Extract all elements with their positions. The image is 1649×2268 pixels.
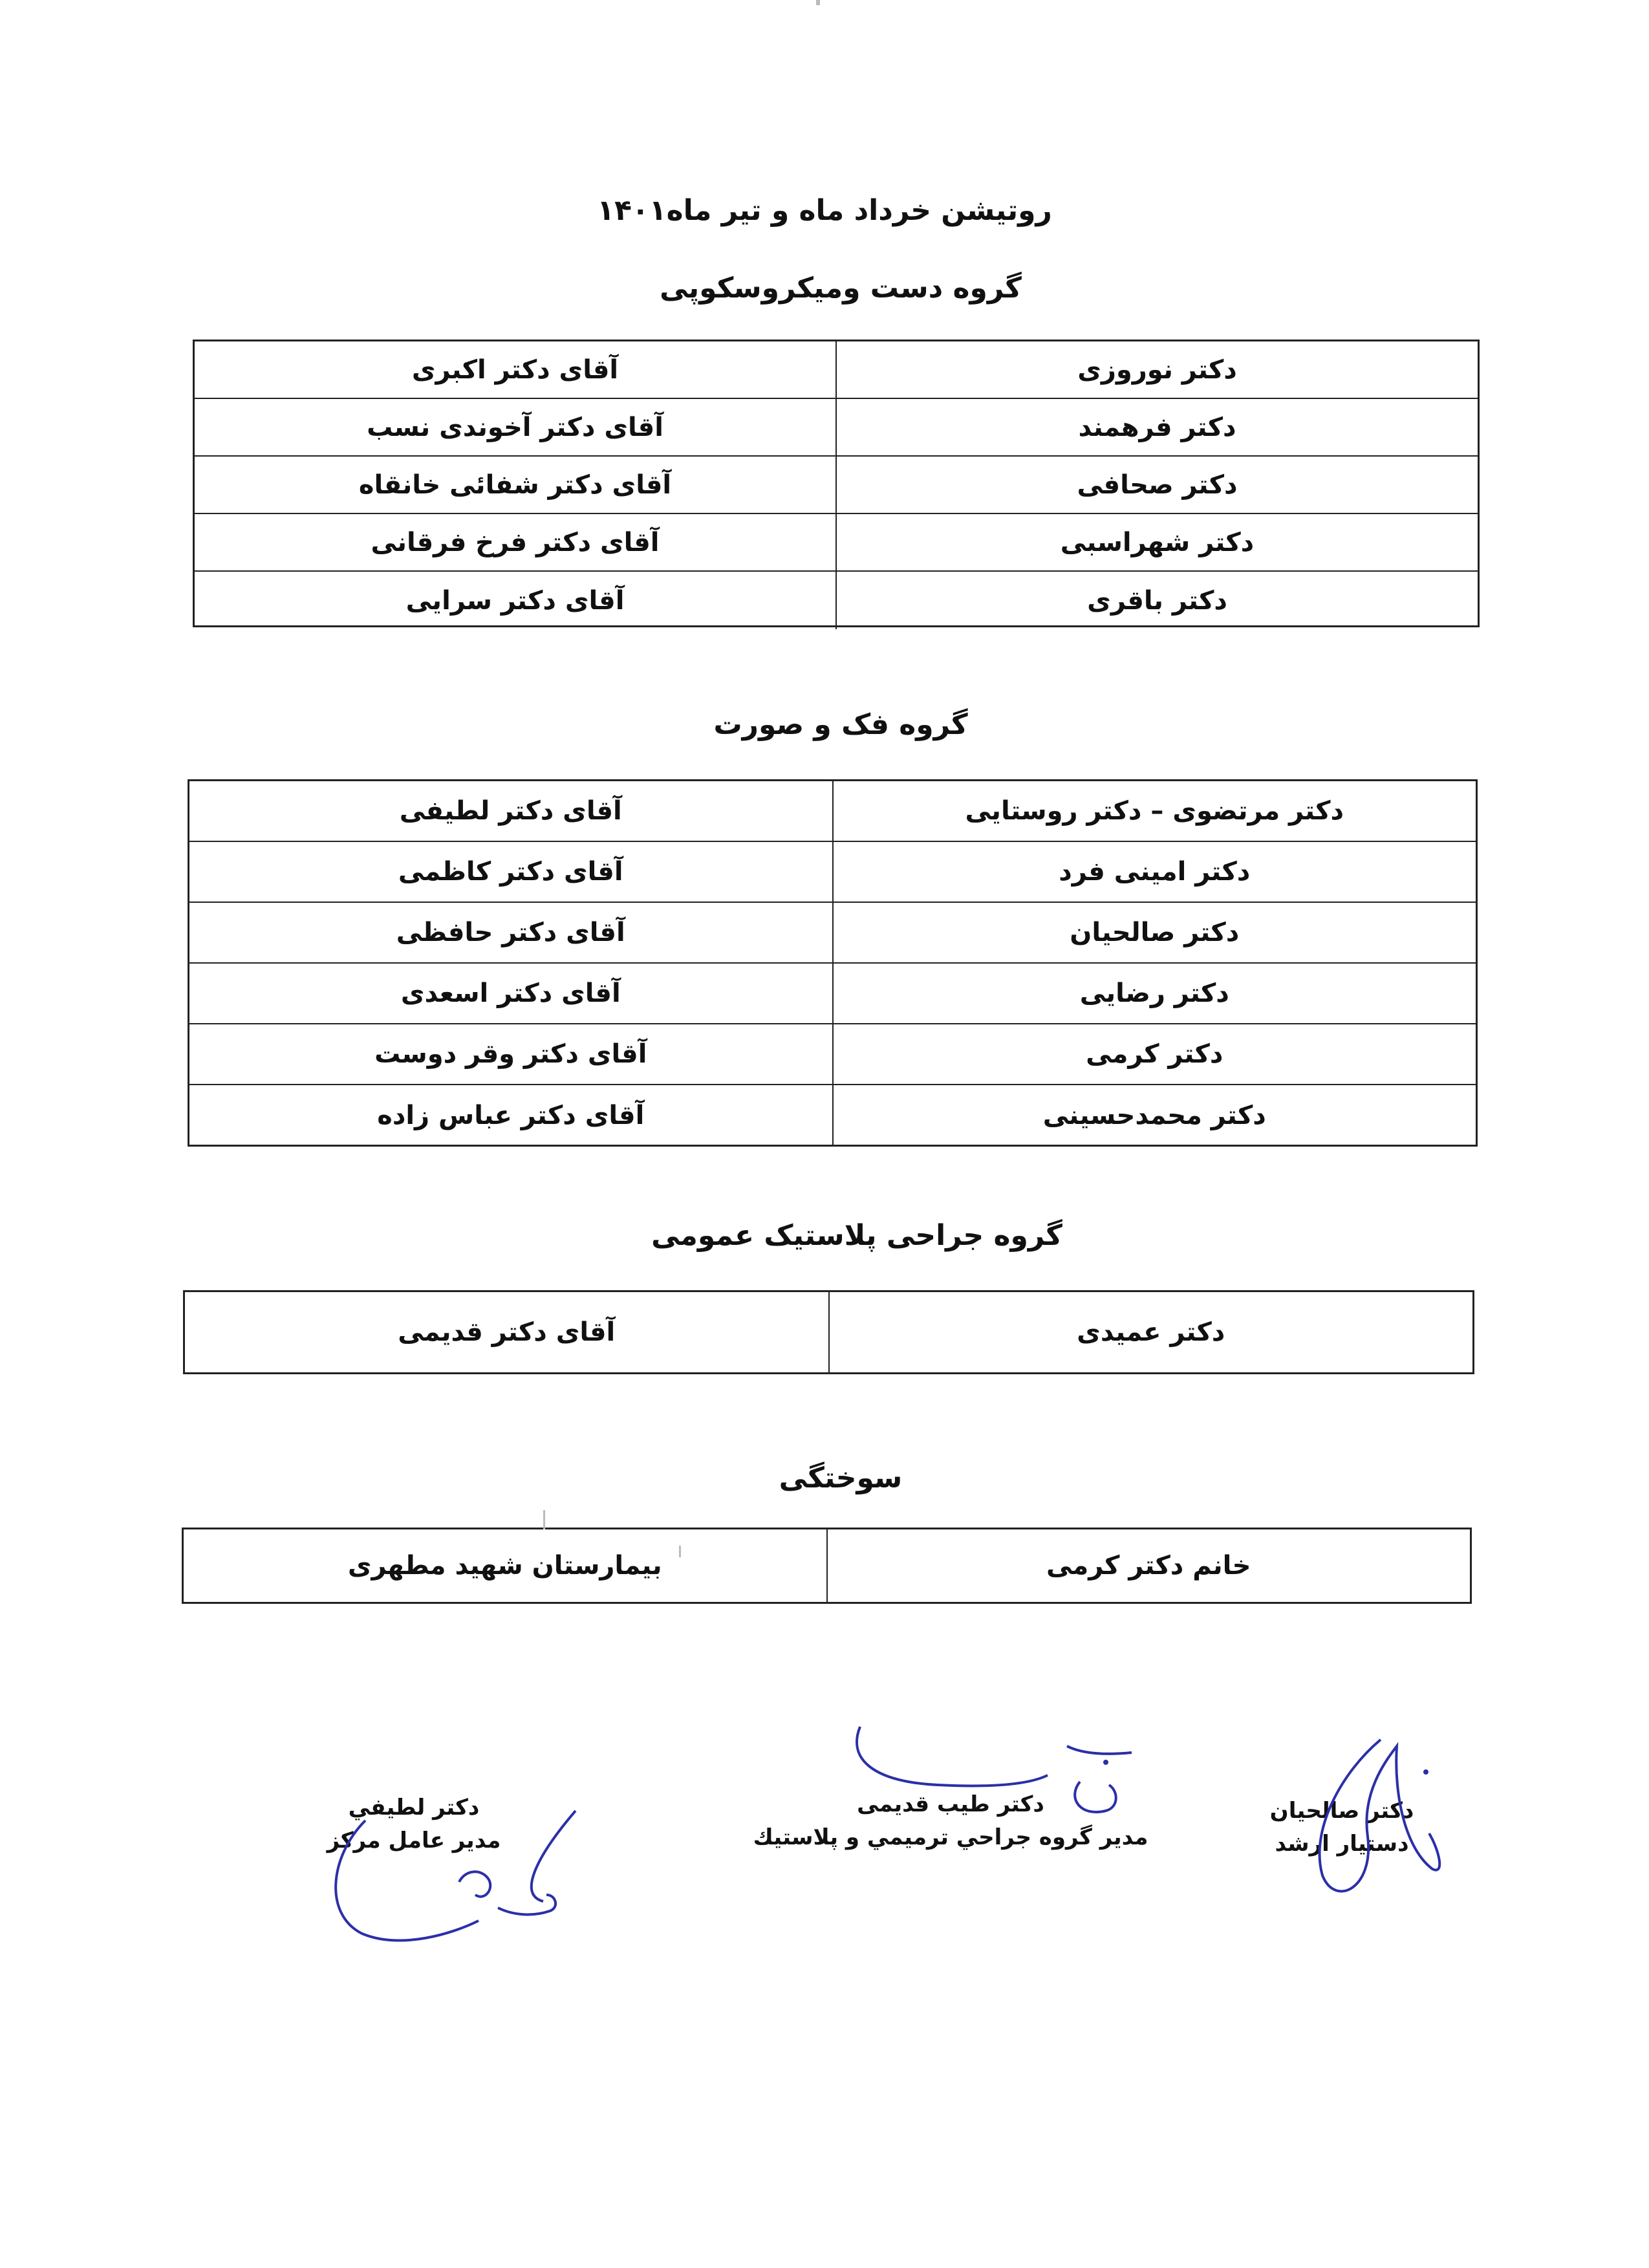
- table-cell-attending: آقای دکتر شفائی خانقاه: [358, 470, 672, 500]
- table-cell-resident: دکتر نوروزی: [835, 341, 1478, 398]
- signature-name: دکتر طیب قدیمی: [857, 1791, 1044, 1817]
- table-cell-resident: دکتر مرتضوی – دکتر روستایی: [832, 781, 1476, 841]
- table-hand-microscopy: [193, 340, 1480, 627]
- table-cell-attending: آقای دکتر آخوندی نسب: [367, 412, 663, 442]
- table-cell-location: بیمارستان شهید مطهری: [347, 1551, 662, 1581]
- signature-role: مدير عامل مركز: [327, 1828, 501, 1853]
- document-title: روتیشن خرداد ماه و تیر ماه۱۴۰۱: [597, 194, 1052, 227]
- table-row: [189, 964, 1476, 1024]
- table-row: [195, 341, 1478, 399]
- table-cell-resident: دکتر شهراسبی: [835, 514, 1478, 570]
- table-general-plastic-surgery: [183, 1290, 1474, 1374]
- table-row: [189, 781, 1476, 842]
- section-heading-burns: سوختگی: [779, 1462, 903, 1495]
- table-cell-resident: دکتر عمیدی: [828, 1292, 1473, 1372]
- section-heading-maxillofacial: گروه فک و صورت: [713, 708, 968, 741]
- table-cell-attending: آقای دکتر وقر دوست: [374, 1039, 647, 1069]
- signature-scribble-department-head: [834, 1720, 1158, 1850]
- table-cell-attending: آقای دکتر عباس زاده: [377, 1101, 645, 1130]
- table-row: [189, 903, 1476, 964]
- signature-scribble-chief-resident: [1284, 1720, 1452, 1914]
- table-row: [195, 572, 1478, 629]
- table-cell-attending: آقای دکتر فرخ فرقانی: [371, 527, 660, 557]
- table-cell-resident: دکتر صالحیان: [832, 903, 1476, 962]
- table-cell-attending: آقای دکتر اسعدی: [400, 978, 621, 1008]
- table-cell-resident: دکتر باقری: [835, 572, 1478, 629]
- signature-name: دکتر لطيفي: [348, 1795, 480, 1820]
- table-cell-attending: آقای دکتر سرایی: [405, 585, 625, 616]
- table-cell-attending: آقای دکتر کاظمی: [398, 857, 623, 887]
- table-cell-resident: خانم دکتر کرمی: [826, 1529, 1471, 1602]
- scan-speck: [543, 1510, 545, 1529]
- table-cell-resident: دکتر محمدحسینی: [832, 1085, 1476, 1146]
- section-heading-general-plastic-surgery: گروه جراحی پلاستیک عمومی: [651, 1219, 1062, 1252]
- signature-scribble-center-director: [304, 1804, 588, 1953]
- table-burns: [182, 1528, 1472, 1604]
- table-row: [189, 842, 1476, 903]
- signature-role: دستیار ارشد: [1275, 1831, 1409, 1857]
- table-row: [185, 1292, 1472, 1372]
- table-cell-resident: دکتر رضایی: [832, 964, 1476, 1023]
- table-cell-resident: دکتر امینی فرد: [832, 842, 1476, 902]
- table-cell-attending: آقای دکتر لطیفی: [399, 796, 622, 826]
- scan-speck: [679, 1546, 681, 1557]
- table-cell-resident: دکتر فرهمند: [835, 399, 1478, 455]
- table-row: [195, 457, 1478, 514]
- table-row: [189, 1024, 1476, 1085]
- table-cell-attending: آقای دکتر اکبری: [411, 354, 619, 385]
- table-row: [189, 1085, 1476, 1146]
- section-heading-hand-microscopy: گروه دست ومیکروسکوپی: [660, 272, 1022, 305]
- table-row: [184, 1529, 1470, 1602]
- table-row: [195, 399, 1478, 457]
- table-maxillofacial: [188, 779, 1478, 1147]
- table-cell-resident: دکتر صحافی: [835, 457, 1478, 513]
- scan-speck: [816, 0, 820, 5]
- table-cell-attending: آقای دکتر حافظی: [396, 918, 625, 947]
- table-cell-attending: آقای دکتر قدیمی: [398, 1317, 616, 1347]
- signature-role: مدیر گروه جراحي ترميمي و پلاستيك: [753, 1824, 1148, 1850]
- signature-name: دکتر صالحیان: [1269, 1798, 1414, 1824]
- table-row: [195, 514, 1478, 572]
- table-cell-resident: دکتر کرمی: [832, 1024, 1476, 1084]
